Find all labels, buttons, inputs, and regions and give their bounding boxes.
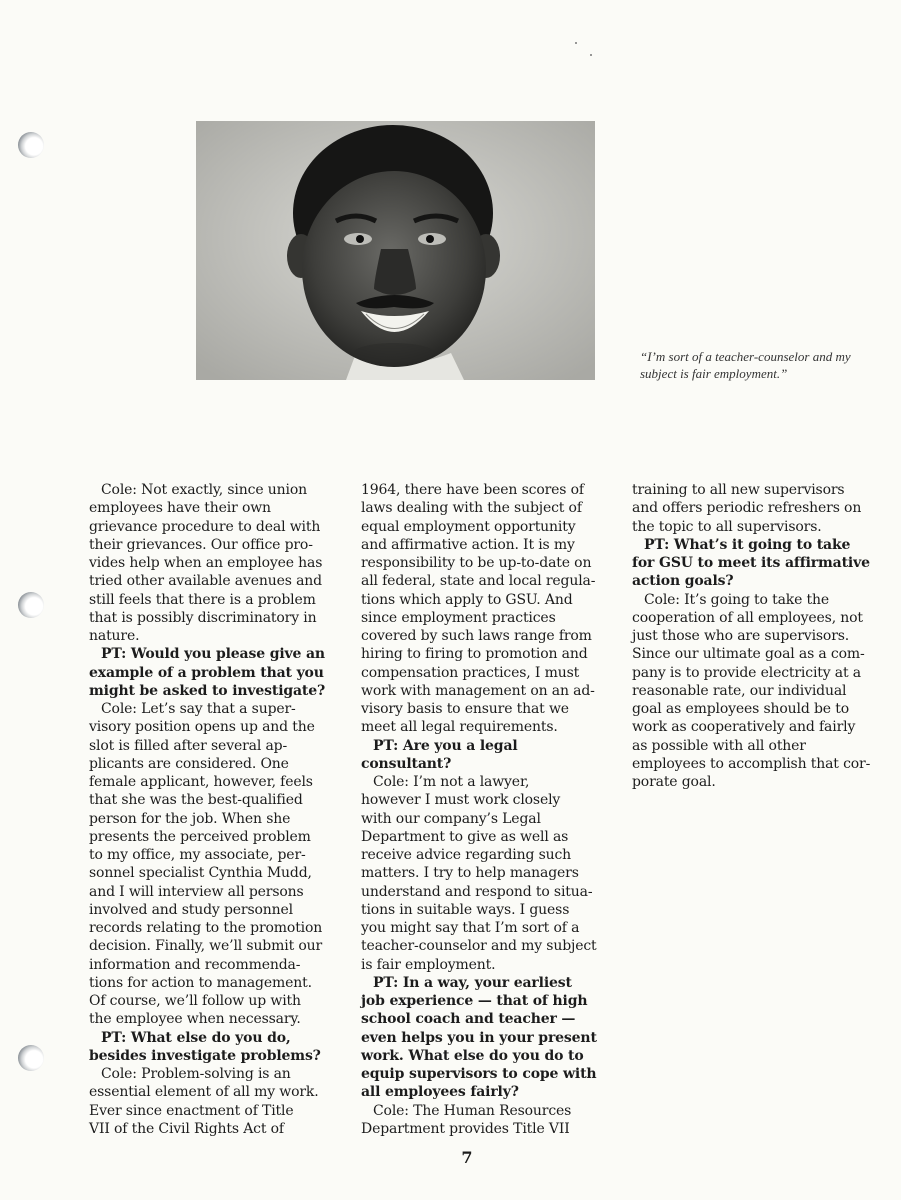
portrait-photo (196, 121, 595, 380)
answer-line: visory basis to ensure that we (361, 701, 569, 717)
answer-line: information and recommenda- (89, 956, 301, 973)
answer-line: Ever since enactment of Title (89, 1102, 294, 1119)
answer-line: and I will interview all persons (89, 883, 304, 900)
answer-line: cooperation of all employees, not (632, 609, 863, 626)
answer-line: that she was the best-qualified (89, 792, 303, 809)
answer-line: reasonable rate, our individual (632, 682, 847, 699)
answer-line: decision. Finally, we’ll submit our (89, 938, 323, 955)
page-number: 7 (461, 1148, 473, 1167)
text-column-3 (632, 481, 871, 791)
answer-line: responsibility to be up-to-date on (361, 555, 592, 571)
question-line: PT: In a way, your earliest (373, 974, 572, 991)
answer-line: to my office, my associate, per- (89, 847, 306, 863)
text-column-1 (89, 481, 324, 1138)
answer-line: the topic to all supervisors. (632, 518, 822, 535)
text-column-2 (361, 481, 596, 1138)
question-line: besides investigate problems? (89, 1047, 321, 1064)
answer-line: Cole: Problem-solving is an (101, 1066, 291, 1082)
binder-hole-top (18, 132, 44, 158)
question-line: might be asked to investigate? (89, 682, 326, 699)
answer-line: covered by such laws range from (361, 628, 592, 644)
question-line: consultant? (361, 755, 452, 772)
answer-line: visory position opens up and the (89, 719, 315, 736)
answer-line: goal as employees should be to (632, 701, 849, 717)
answer-line: and offers periodic refreshers on (632, 500, 862, 517)
answer-line: and affirmative action. It is my (361, 536, 575, 553)
answer-line: VII of the Civil Rights Act of (89, 1120, 284, 1137)
portrait-image (196, 121, 595, 380)
question-line: school coach and teacher — (361, 1011, 576, 1028)
question-line: example of a problem that you (89, 664, 324, 681)
answer-line: porate goal. (632, 774, 716, 790)
answer-line: plicants are considered. One (89, 755, 289, 772)
answer-line: sonnel specialist Cynthia Mudd, (89, 865, 312, 882)
answer-line: tried other available avenues and (89, 573, 322, 590)
binder-hole-middle (18, 592, 44, 618)
answer-line: with our company’s Legal (361, 810, 541, 827)
answer-line: still feels that there is a problem (89, 591, 316, 608)
answer-line: Department provides Title VII (361, 1120, 570, 1137)
answer-line: that is possibly discriminatory in (89, 609, 317, 626)
answer-line: tions which apply to GSU. And (361, 591, 573, 608)
answer-line: female applicant, however, feels (89, 774, 313, 790)
answer-line: teacher-counselor and my subject (361, 938, 597, 955)
answer-line: Cole: The Human Resources (373, 1102, 572, 1119)
question-line: PT: What’s it going to take (644, 536, 851, 553)
answer-line: Cole: Not exactly, since union (101, 482, 307, 498)
answer-line: equal employment opportunity (361, 518, 576, 535)
answer-line: compensation practices, I must (361, 664, 580, 681)
answer-line: is fair employment. (361, 956, 496, 973)
answer-line: tions for action to management. (89, 974, 312, 991)
answer-line: nature. (89, 628, 140, 644)
answer-line: tions in suitable ways. I guess (361, 901, 570, 918)
answer-line: Of course, we’ll follow up with (89, 993, 301, 1009)
answer-line: Cole: It’s going to take the (644, 591, 830, 608)
question-line: for GSU to meet its affirmative (632, 555, 870, 571)
answer-line: since employment practices (361, 609, 556, 626)
question-line: even helps you in your present (361, 1029, 597, 1046)
answer-line: pany is to provide electricity at a (632, 664, 861, 681)
answer-line: 1964, there have been scores of (361, 482, 584, 498)
answer-line: presents the perceived problem (89, 828, 311, 845)
speck (590, 54, 592, 56)
answer-line: receive advice regarding such (361, 847, 572, 863)
answer-line: slot is filled after several ap- (89, 737, 288, 754)
answer-line: involved and study personnel (89, 901, 293, 918)
answer-line: their grievances. Our office pro- (89, 536, 313, 553)
answer-line: just those who are supervisors. (632, 628, 850, 644)
answer-line: vides help when an employee has (89, 555, 323, 571)
answer-line: work as cooperatively and fairly (632, 719, 856, 736)
answer-line: laws dealing with the subject of (361, 500, 582, 517)
answer-line: Department to give as well as (361, 828, 569, 845)
answer-line: records relating to the promotion (89, 920, 323, 936)
question-line: job experience — that of high (361, 993, 588, 1009)
answer-line: meet all legal requirements. (361, 719, 558, 736)
answer-line: essential element of all my work. (89, 1084, 319, 1101)
answer-line: employees have their own (89, 500, 271, 517)
answer-line: employees to accomplish that cor- (632, 755, 871, 772)
answer-line: all federal, state and local regula- (361, 573, 596, 590)
question-line: PT: Would you please give an (101, 646, 325, 663)
answer-line: grievance procedure to deal with (89, 518, 321, 535)
answer-line: Cole: Let’s say that a super- (101, 701, 296, 717)
speck (575, 42, 577, 44)
question-line: all employees fairly? (361, 1084, 519, 1101)
answer-line: you might say that I’m sort of a (361, 920, 580, 936)
question-line: PT: What else do you do, (101, 1029, 291, 1046)
answer-line: as possible with all other (632, 737, 806, 754)
photo-caption: “I’m sort of a teacher-counselor and my subject is fair employment.” (640, 349, 851, 381)
answer-line: however I must work closely (361, 792, 561, 809)
answer-line: training to all new supervisors (632, 482, 845, 498)
answer-line: Since our ultimate goal as a com- (632, 646, 865, 663)
question-line: work. What else do you do to (361, 1047, 584, 1064)
question-line: action goals? (632, 573, 734, 590)
answer-line: Cole: I’m not a lawyer, (373, 774, 530, 790)
answer-line: work with management on an ad- (361, 682, 595, 699)
answer-line: matters. I try to help managers (361, 865, 579, 882)
answer-line: person for the job. When she (89, 810, 291, 827)
answer-line: hiring to firing to promotion and (361, 646, 588, 663)
question-line: equip supervisors to cope with (361, 1066, 597, 1082)
question-line: PT: Are you a legal (373, 737, 518, 754)
answer-line: the employee when necessary. (89, 1011, 301, 1028)
binder-hole-bottom (18, 1045, 44, 1071)
answer-line: understand and respond to situa- (361, 883, 593, 900)
